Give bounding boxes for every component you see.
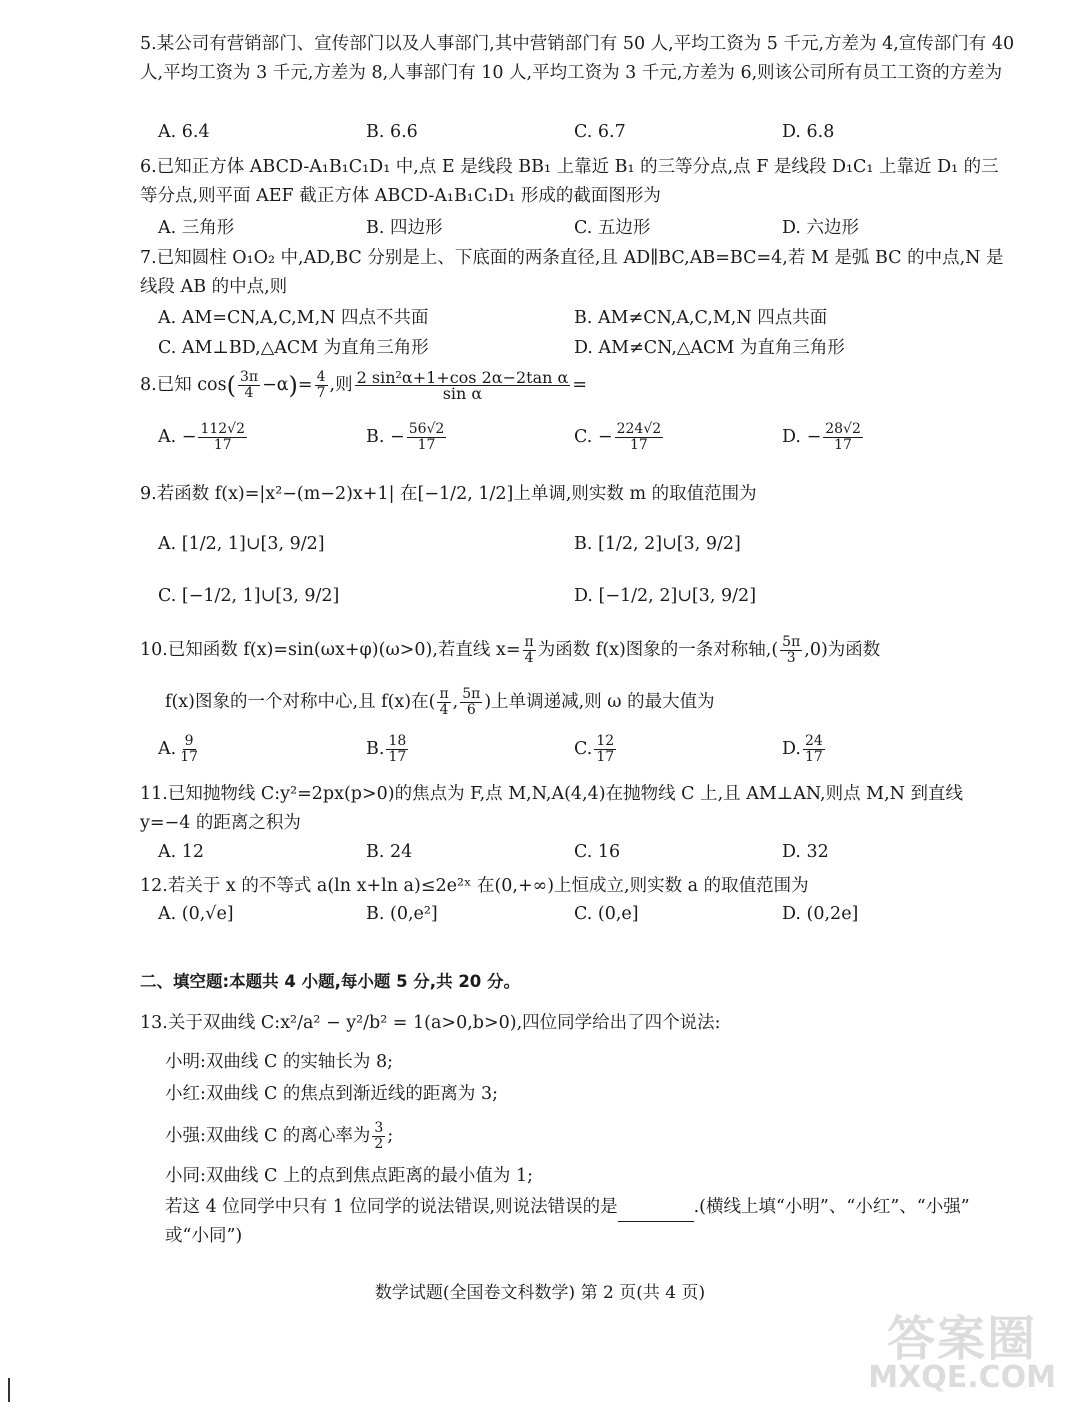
option-c: C. (0,e] [574,904,639,924]
question-10: 10.已知函数 f(x)=sin(ωx+φ)(ω>0),若直线 x= $\frac{\pi}{4}$ 为函数 f(x)图象的一条对称轴,( $\frac{5\pi}{3}$ ,0)为函数 [140,634,881,666]
option-b: B. [1/2, 2]∪[3, 9/2] [574,534,741,554]
option-a: A. 6.4 [158,122,210,142]
question-8: 8.已知 cos( $\frac{3\pi}{4}$ −α)= $\frac{4}{7}$ ,则 $\frac{\text{2 sin²α+1+cos 2α−2tan α}}{\text{sin α}}$ = [140,368,587,403]
question-10-line2: f(x)图象的一个对称中心,且 f(x)在( $\frac{\pi}{4}$ , $\frac{5\pi}{6}$ )上单调递减,则 ω 的最大值为 [165,686,715,718]
question-12 [140,872,1015,901]
option-b: B. AM≠CN,A,C,M,N 四点共面 [574,308,828,328]
question-6-text: 6.已知正方体 ABCD-A₁B₁C₁D₁ 中,点 E 是线段 BB₁ 上靠近 B₁ 的三等分点,点 F 是线段 D₁C₁ 上靠近 D₁ 的三等分点,则平面 AEF 截正方体 ABCD-A₁B₁C₁D₁ 形成的截面图形为 [140,157,999,206]
option-a: A. [1/2, 1]∪[3, 9/2] [158,534,325,554]
option-d: D. $\frac{24}{17}$ [782,733,823,765]
question-9: 9.若函数 f(x)=|x²−(m−2)x+1| 在[−1/2, 1/2]上单调,则实数 m 的取值范围为 [140,484,757,504]
hyperbola-equation: x²/a² − y²/b² = 1 [280,1013,425,1033]
question-8-prefix: 8.已知 cos [140,375,227,395]
question-9-interval: [−1/2, 1/2] [417,484,514,504]
question-5-text: 5.某公司有营销部门、宣传部门以及人事部门,其中营销部门有 50 人,平均工资为 5 千元,方差为 4,宣传部门有 40 人,平均工资为 3 千元,方差为 8,人事部门有 10 人,平均工资为 3 千元,方差为 6,则该公司所有员工工资的方差为 [140,34,1015,83]
question-5 [140,30,1015,88]
option-c: C. − $\frac{224√2}{17}$ [574,421,662,453]
option-b: B. (0,e²] [366,904,438,924]
option-d: D. 32 [782,842,829,862]
option-b: B. 6.6 [366,122,418,142]
question-11 [140,780,1015,838]
option-b: B. 四边形 [366,218,443,238]
question-7-text: 7.已知圆柱 O₁O₂ 中,AD,BC 分别是上、下底面的两条直径,且 AD∥BC,AB=BC=4,若 M 是弧 BC 的中点,N 是线段 AB 的中点,则 [140,248,1004,297]
answer-blank[interactable] [618,1203,694,1222]
question-13: 13.关于双曲线 C:x²/a² − y²/b² = 1(a>0,b>0),四位同学给出了四个说法: [140,1013,721,1033]
option-c: C. 五边形 [574,218,651,238]
option-c: C. 6.7 [574,122,626,142]
section-heading: 二、填空题:本题共 4 小题,每小题 5 分,共 20 分。 [140,972,521,991]
statement-xiaoqiang: 小强:双曲线 C 的离心率为 $\frac{3}{2}$ ; [165,1120,394,1152]
question-12-text: 12.若关于 x 的不等式 a(ln x+ln a)≤2e²ˣ 在(0,+∞)上恒成立,则实数 a 的取值范围为 [140,876,809,896]
statement-xiaoming: 小明:双曲线 C 的实轴长为 8; [165,1052,394,1072]
option-b: B. $\frac{18}{17}$ [366,733,407,765]
question-7 [140,244,1015,302]
option-c: C. 16 [574,842,621,862]
option-a: A. 12 [158,842,205,862]
option-c: C. [−1/2, 1]∪[3, 9/2] [158,586,340,606]
option-d: D. (0,2e] [782,904,859,924]
scan-edge-mark [8,1378,10,1402]
cos-argument-fraction: $\frac{3\pi}{4}$ [239,369,259,401]
option-a: A. 三角形 [158,218,235,238]
option-b: B. 24 [366,842,413,862]
question-9-text: 9.若函数 f(x)=|x²−(m−2)x+1| 在 [140,484,418,504]
option-d: D. [−1/2, 2]∪[3, 9/2] [574,586,757,606]
question-11-text: 11.已知抛物线 C:y²=2px(p>0)的焦点为 F,点 M,N,A(4,4)在抛物线 C 上,且 AM⊥AN,则点 M,N 到直线 y=−4 的距离之积为 [140,784,964,833]
option-d: D. − $\frac{28√2}{17}$ [782,421,861,453]
option-c: C. AM⊥BD,△ACM 为直角三角形 [158,338,429,358]
option-a: A. (0,√e] [158,904,234,924]
option-d: D. 六边形 [782,218,860,238]
expression-fraction: $\frac{\text{2 sin²α+1+cos 2α−2tan α}}{\text{sin α}}$ [356,368,569,403]
question-13-tail: 若这 4 位同学中只有 1 位同学的说法错误,则说法错误的是 .(横线上填“小明”、“小红”、“小强” 或“小同”) [165,1197,970,1246]
option-a: A. AM=CN,A,C,M,N 四点不共面 [158,308,429,328]
statement-xiaotong: 小同:双曲线 C 上的点到焦点距离的最小值为 1; [165,1166,534,1186]
given-value-fraction: $\frac{4}{7}$ [316,369,326,401]
option-b: B. − $\frac{56√2}{17}$ [366,421,445,453]
question-6 [140,153,1015,211]
watermark-logo: 答案圈 MXQE.COM [868,1311,1056,1395]
option-d: D. 6.8 [782,122,835,142]
option-a: A. $\frac{9}{17}$ [158,733,199,765]
option-a: A. − $\frac{112√2}{17}$ [158,421,246,453]
option-c: C. $\frac{12}{17}$ [574,733,615,765]
page-footer: 数学试题(全国卷文科数学) 第 2 页(共 4 页) [374,1283,706,1303]
statement-xiaohong: 小红:双曲线 C 的焦点到渐近线的距离为 3; [165,1084,499,1104]
option-d: D. AM≠CN,△ACM 为直角三角形 [574,338,845,358]
